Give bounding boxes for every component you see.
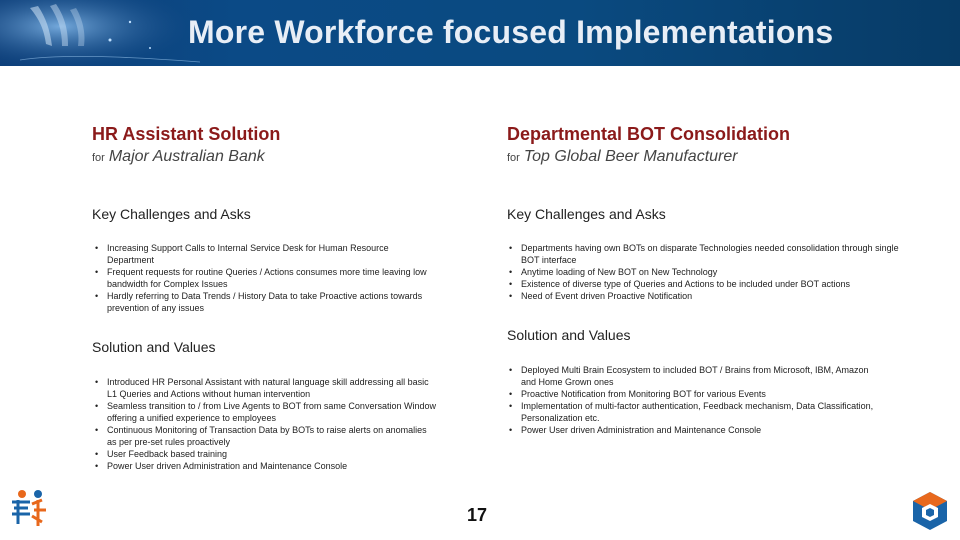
right-heading: Departmental BOT Consolidation [507,124,791,144]
list-item: • Frequent requests for routine Queries / Actions consumes more time leaving low bandwidth for Complex Issues [107,266,432,290]
list-item: • Continuous Monitoring of Transaction Data by BOTs to raise alerts on anomalies as per pre-set rules proactively [107,424,437,448]
list-item: • Introduced HR Personal Assistant with natural language skill addressing all basic L1 Queries and Actions without human intervention [107,376,437,400]
list-item: • Deployed Multi Brain Ecosystem to included BOT / Brains from Microsoft, IBM, Amazon and Home Grown ones [521,364,881,388]
title-banner [0,0,960,66]
list-item: • Implementation of multi-factor authentication, Feedback mechanism, Data Classification, Personalization etc. [521,400,881,424]
left-for-label: for [92,152,105,164]
left-challenges-list [93,242,432,314]
list-item: • User Feedback based training [107,448,437,460]
list-item: • Increasing Support Calls to Internal Service Desk for Human Resource Department [107,242,432,266]
list-item: • Proactive Notification from Monitoring BOT for various Events [521,388,881,400]
left-solutions-list [93,376,437,472]
list-item: • Power User driven Administration and Maintenance Console [107,460,437,472]
right-solution-title: Solution and Values [507,327,631,343]
left-challenges-title: Key Challenges and Asks [92,206,251,222]
list-item: • Departments having own BOTs on disparate Technologies needed consolidation through single BOT interface [521,242,906,266]
right-challenges-title: Key Challenges and Asks [507,206,666,222]
right-for-label: for [507,152,520,164]
people-logo-icon [8,486,52,530]
page-number: 17 [467,505,488,525]
right-subtitle [507,148,738,166]
hexagon-cube-logo-icon [910,490,950,532]
left-heading: HR Assistant Solution [92,124,281,144]
slide-title: More Workforce focused Implementations [188,14,834,50]
list-item: • Hardly referring to Data Trends / History Data to take Proactive actions towards prevention of any issues [107,290,432,314]
right-solutions-list [507,364,881,436]
right-client: Top Global Beer Manufacturer [523,148,738,165]
list-item: • Need of Event driven Proactive Notification [521,290,906,302]
list-item: • Seamless transition to / from Live Agents to BOT from same Conversation Window offering a unified experience to employees [107,400,437,424]
left-solution-title: Solution and Values [92,339,216,355]
right-challenges-list [507,242,906,302]
robot-hand-icon [0,0,200,66]
left-client: Major Australian Bank [108,148,265,165]
list-item: • Anytime loading of New BOT on New Technology [521,266,906,278]
list-item: • Existence of diverse type of Queries and Actions to be included under BOT actions [521,278,906,290]
left-subtitle [92,148,265,166]
list-item: • Power User driven Administration and Maintenance Console [521,424,881,436]
